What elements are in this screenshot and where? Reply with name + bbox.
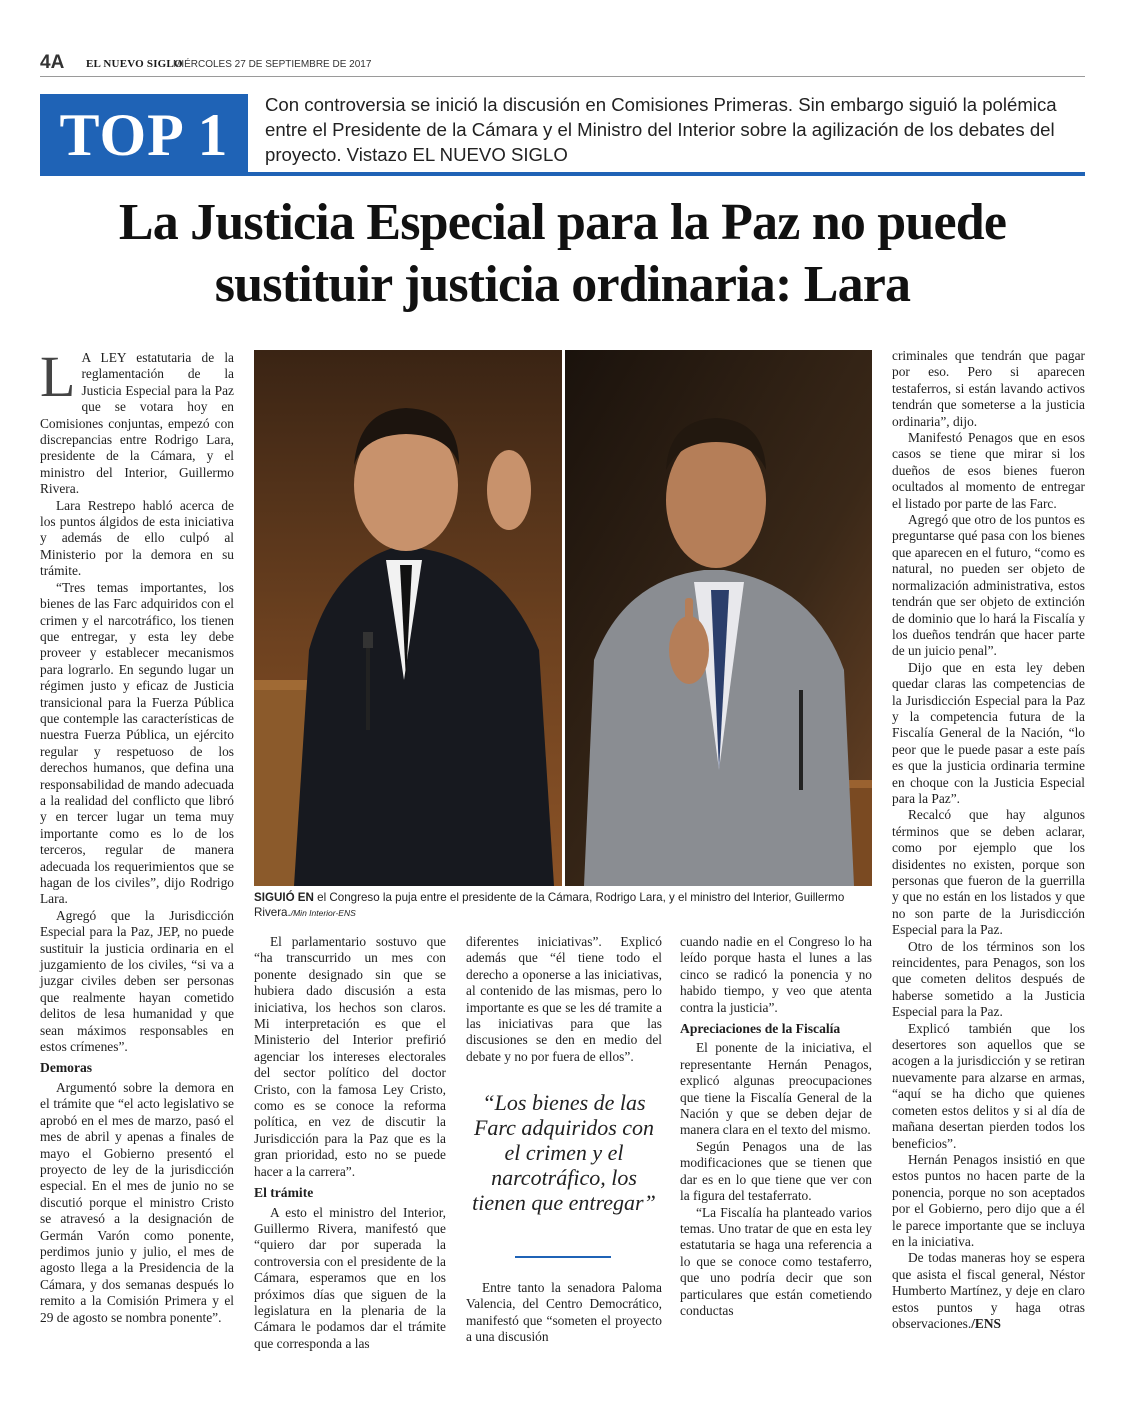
paragraph: Otro de los términos son los reincidentes, para Penagos, son los que cometen delitos después de haberse sometido a la Justicia Especial para la Paz. <box>892 938 1085 1020</box>
article-column-2 <box>254 934 446 1352</box>
paragraph: diferentes iniciativas”. Explicó además que “él tiene todo el derecho a oponerse a las iniciativas, al contenido de las mismas, pero lo importante es que se les dé tramite a las iniciativas para que las discusiones se den en medio del debate y no por fuera de ellos”. <box>466 934 662 1064</box>
paragraph: Agregó que la Jurisdicción Especial para la Paz, JEP, no puede sustituir la justicia ordinaria en el juzgamiento de los civiles, “si va a juzgar civiles deben ser personas que realmente hayan cometido delitos de lesa humanidad y que sean máximos responsables en estos crímenes”. <box>40 907 234 1055</box>
paragraph: “Tres temas importantes, los bienes de las Farc adquiridos con el crimen y el narcotráfico, los tienen que entregar, y esta ley debe proveer y establecer mecanismos para lograrlo. En segundo lugar un régimen justo y eficaz de Justicia transicional para la Fuerza Pública que contemple las características de nuestra Fuerza Pública, un ejército regular y respetuoso de los derechos humanos, que defina una responsabilidad de mando adecuada a la realidad del conflicto que libró y en tercer lugar un tema muy importante como es lo de los terceros, regular de manera adecuada los requerimientos que se hagan de los civiles”, dijo Rodrigo Lara. <box>40 579 234 907</box>
photo-caption <box>254 890 872 921</box>
closing-paragraph <box>892 1250 1085 1332</box>
article-photo <box>254 350 872 886</box>
closing-text: De todas maneras hoy se espera que asista el fiscal general, Néstor Humberto Martínez, y deje en claro estos puntos y haga otras observaciones. <box>892 1250 1085 1331</box>
paragraph: cuando nadie en el Congreso lo ha leído porque hasta el lunes a las cinco se radicó la ponencia y no habido tiempo, y veo que atenta contra la justicia”. <box>680 934 872 1015</box>
caption-text: el Congreso la puja entre el presidente de la Cámara, Rodrigo Lara, y el ministro del Interior, Guillermo Rivera. <box>254 891 845 919</box>
paragraph: A esto el ministro del Interior, Guillermo Rivera, manifestó que “quiero dar por superada la controversia con el presidente de la Cámara, esperamos que en los próximos días que siguen de la legislatura en la plenaria de la Cámara le podamos dar el trámite que corresponda a las <box>254 1204 446 1351</box>
lead-paragraph <box>40 344 234 498</box>
article-column-3-bottom <box>466 1280 662 1346</box>
paragraph: criminales que tendrán que pagar por eso. Pero si aparecen testaferros, si están lavando activos tendrán que someterse a la justicia ordinaria”, dijo. <box>892 348 1085 429</box>
drop-cap: L <box>40 344 76 409</box>
paragraph: Dijo que en esta ley deben quedar claras las competencias de la Jurisdicción Especial para la Paz y la competencia futura de la Fiscalía General de la Nación, “lo peor que le puede pasar a este país es que la justicia ordinaria termine en choque con la Justicia Especial para la Paz”. <box>892 659 1085 806</box>
pull-quote-rule <box>515 1256 611 1258</box>
article-column-3 <box>466 934 662 1065</box>
subhead-demoras: Demoras <box>40 1060 93 1076</box>
paragraph: Según Penagos una de las modificaciones que se tienen que dar es en lo que tiene que ver con la figura del testaferrato. <box>680 1138 872 1204</box>
header-rule <box>40 76 1085 77</box>
photo-credit: /Min Interior-ENS <box>290 908 356 918</box>
paragraph: Argumentó sobre la demora en el trámite que “el acto legislativo se aprobó en el mes de marzo, pasó el mes de abril y apenas a finales de mayo el Gobierno presentó el proyecto de ley de la jurisdicción especial. En el mes de junio no se discutió porque el ministro Cristo se atravesó a la designación de Germán Varón como ponente, perdimos junio y julio, el mes de agosto llega a la Presidencia de la Cámara, y dos semanas después lo remito a la Comisión Primera y el 29 de agosto se nombra ponente”. <box>40 1079 234 1325</box>
paragraph: Recalcó que hay algunos términos que se deben aclarar, como por ejemplo que los disidentes no existen, porque son personas que fueron de la guerrilla y que no están en los listados y que no son parte de la Jurisdicción Especial para la Paz. <box>892 807 1085 938</box>
lead-text: A LEY estatutaria de la reglamentación de la Justicia Especial para la Paz que se votara hoy en Comisiones conjuntas, empezó con discrepancias entre Rodrigo Lara, presidente de la Cámara, y el ministro del Interior, Guillermo Rivera. <box>40 350 234 497</box>
article-column-5 <box>892 348 1085 1332</box>
paragraph: Manifestó Penagos que en esos casos se tiene que mirar si los dueños de esos bienes fueron ocultados al momento de entregar el listado por parte de las Farc. <box>892 430 1085 511</box>
caption-lead: SIGUIÓ EN <box>254 891 314 904</box>
page-number: 4A <box>40 52 65 73</box>
article-headline: La Justicia Especial para la Paz no puede sustituir justicia ordinaria: Lara <box>118 194 1007 313</box>
paragraph: Hernán Penagos insistió en que estos puntos no hacen parte de la ponencia, porque no son aceptados por el Gobierno, pero dijo que a él le parece importante que se incluya en la iniciativa. <box>892 1151 1085 1249</box>
deck-underline <box>248 172 1085 176</box>
issue-date: MIÉRCOLES 27 DE SEPTIEMBRE DE 2017 <box>173 59 372 70</box>
deck-summary: Con controversia se inició la discusión en Comisiones Primeras. Sin embargo siguió la polémica entre el Presidente de la Cámara y el Ministro del Interior sobre la agilización de los debates del proyecto. Vistazo EL NUEVO SIGLO <box>265 94 1057 165</box>
article-column-4 <box>680 934 872 1319</box>
pull-quote: “Los bienes de las Farc adquiridos con el crimen y el narcotráfico, los tienen que entregar” <box>472 1090 656 1215</box>
paragraph: El ponente de la iniciativa, el representante Hernán Penagos, explicó algunas preocupaciones que tiene la Fiscalía General de la Nación y que se deben dejar de manera clara en el texto del mismo. <box>680 1040 872 1138</box>
byline-sign: /ENS <box>971 1315 1001 1331</box>
subhead-tramite: El trámite <box>254 1185 314 1201</box>
paragraph: Agregó que otro de los puntos es preguntarse qué pasa con los bienes que aparecen en el futuro, “como es natural, no pueden ser objeto de normalización administrativa, estos tendrán que ser objeto de extinción de dominio que lo hará la Fiscalía y los dueños tendrán que hacer parte de un juicio penal”. <box>892 512 1085 659</box>
section-badge <box>40 94 248 176</box>
section-label: TOP 1 <box>59 101 229 168</box>
paragraph: Entre tanto la senadora Paloma Valencia, del Centro Democrático, manifestó que “someten el proyecto a una discusión <box>466 1280 662 1345</box>
paragraph: El parlamentario sostuvo que “ha transcurrido un mes con ponente designado sin que se hubiera dado discusión a esta iniciativa, los hechos son claros. Mi interpretación es que el Ministerio del Interior prefirió agenciar los intereses electorales del sector político del doctor Cristo, con la famosa Ley Cristo, como es se conoce la reforma política, en vez de discutir la Jurisdicción para la Paz que es la gran prioridad, esto no se puede hacer a la carrera”. <box>254 934 446 1179</box>
paragraph: Lara Restrepo habló acerca de los puntos álgidos de esta iniciativa y además de ello culpó al Ministerio por la demora en su trámite. <box>40 497 234 579</box>
newspaper-name: EL NUEVO SIGLO <box>86 58 183 70</box>
subhead-fiscalia: Apreciaciones de la Fiscalía <box>680 1021 841 1037</box>
article-column-1 <box>40 344 234 1326</box>
paragraph: Explicó también que los desertores son aquellos que se acogen a la jurisdicción y se retiran nuevamente para alzarse en armas, “aquí se ha dicho que quienes cometen estos delitos y si al día de mañana desertan pierden todos los beneficios”. <box>892 1020 1085 1151</box>
paragraph: “La Fiscalía ha planteado varios temas. Uno tratar de que en esta ley estatutaria se haga una referencia a lo que se conoce como testaferro, que uno podría decir que son particulares que están cometiendo conductas <box>680 1204 872 1318</box>
